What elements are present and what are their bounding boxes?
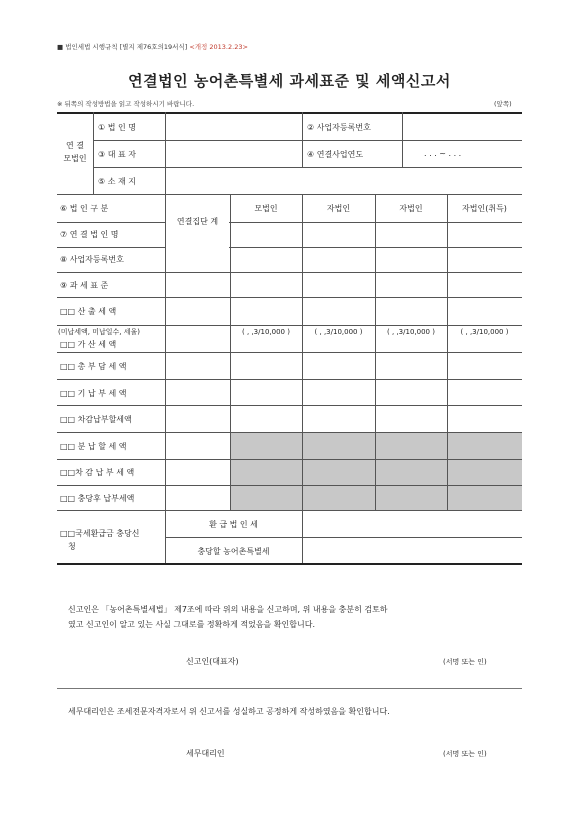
- row-prepaid-tax: □□ 기 납 부 세 액: [60, 389, 127, 398]
- col-subsidiary-1-header: 자법인: [326, 204, 351, 213]
- row-tax-after-offset: □□ 충당후 납부세액: [60, 494, 135, 503]
- field-biz-reg-label: ② 사업자등록번호: [307, 123, 371, 132]
- rate-cell-parent[interactable]: ( , ,3/10,000 ): [242, 328, 290, 336]
- field-representative-label: ③ 대 표 자: [98, 150, 136, 159]
- col-parent-header: 모법인: [254, 204, 278, 213]
- field-address-label: ⑤ 소 재 지: [98, 177, 136, 186]
- field-corp-name-label: ① 법 인 명: [98, 123, 136, 132]
- field-fiscal-year-label: ④ 연결사업연도: [307, 150, 364, 159]
- page-side: (앞쪽): [494, 100, 512, 108]
- form-source: 법인세법 시행규칙 [별지 제76호의19서식]: [65, 43, 188, 51]
- declaration-line-2: 였고 신고인이 알고 있는 사실 그대로를 정확하게 적었음을 확인합니다.: [68, 620, 315, 629]
- form-source-line: [57, 42, 248, 51]
- row-additional-tax-note: (미납세액, 미납일수, 세율): [58, 328, 140, 336]
- row-installment-tax: □□ 분 납 할 세 액: [60, 442, 127, 451]
- agent-confirmation: 세무대리인은 조세전문자격자로서 위 신고서를 성실하고 공정하게 작성하였음을 확인합니다.: [68, 707, 390, 716]
- agent-sign-field[interactable]: (서명 또는 인): [443, 750, 487, 758]
- row-refund-offset-request-1: □□국세환급금 충당신: [60, 529, 140, 538]
- field-corp-name-input[interactable]: [166, 113, 301, 140]
- amended-date: <개정 2013.2.23>: [189, 43, 248, 51]
- parent-group-label-1: 연 결: [66, 141, 84, 150]
- rate-cell-subsidiary-1[interactable]: ( , ,3/10,000 ): [314, 328, 363, 336]
- field-address-input[interactable]: [166, 168, 521, 194]
- row-total-tax-burden: □□ 총 부 담 세 액: [60, 362, 127, 371]
- instruction-note: ※ 뒤쪽의 작성방법을 읽고 작성하시기 바랍니다.: [57, 100, 195, 108]
- group-total-header: 연결집단 계: [176, 217, 219, 226]
- declaration-line-1: 신고인은 「농어촌특별세법」 제7조에 따라 위의 내용을 신고하며, 위 내용을 충분히 검토하: [68, 605, 388, 614]
- field-biz-reg-input[interactable]: [403, 113, 521, 140]
- refund-corp-tax-input[interactable]: [303, 511, 521, 537]
- agent-signer-label: 세무대리인: [186, 749, 225, 758]
- row-biz-reg-number: ⑧ 사업자등록번호: [60, 255, 124, 264]
- field-fiscal-year-value[interactable]: . . . ~ . . .: [424, 149, 462, 158]
- field-representative-input[interactable]: [166, 141, 301, 167]
- col-subsidiary-2-header: 자법인: [399, 204, 423, 213]
- row-consolidated-corp-name: ⑦ 연 결 법 인 명: [60, 230, 119, 239]
- rate-cell-subsidiary-acquired[interactable]: ( , ,3/10,000 ): [460, 328, 509, 336]
- row-computed-tax: □□ 산 출 세 액: [60, 307, 117, 316]
- col-subsidiary-acquired-header: 자법인(취득): [462, 204, 507, 213]
- row-net-tax-paid: □□차 감 납 부 세 액: [60, 468, 135, 477]
- offset-rural-tax-input[interactable]: [303, 538, 521, 563]
- refund-corp-tax-label: 환 급 법 인 세: [209, 520, 258, 529]
- row-tax-base: ⑨ 과 세 표 준: [60, 281, 109, 290]
- row-refund-offset-request-2: 청: [68, 542, 76, 551]
- row-corp-type-label: ⑥ 법 인 구 분: [60, 204, 109, 213]
- row-net-tax-payable: □□ 차감납부할세액: [60, 415, 132, 424]
- declarant-sign-field[interactable]: (서명 또는 인): [443, 658, 487, 666]
- page-title: 연결법인 농어촌특별세 과세표준 및 세액신고서: [128, 72, 451, 90]
- declarant-signer-label: 신고인(대표자): [186, 657, 239, 666]
- row-additional-tax: □□ 가 산 세 액: [60, 340, 117, 349]
- bullet-icon: ■: [57, 43, 64, 51]
- offset-rural-tax-label: 충당할 농어촌특별세: [197, 547, 270, 556]
- parent-group-label-2: 모법인: [63, 154, 87, 163]
- rate-cell-subsidiary-2[interactable]: ( , ,3/10,000 ): [387, 328, 435, 336]
